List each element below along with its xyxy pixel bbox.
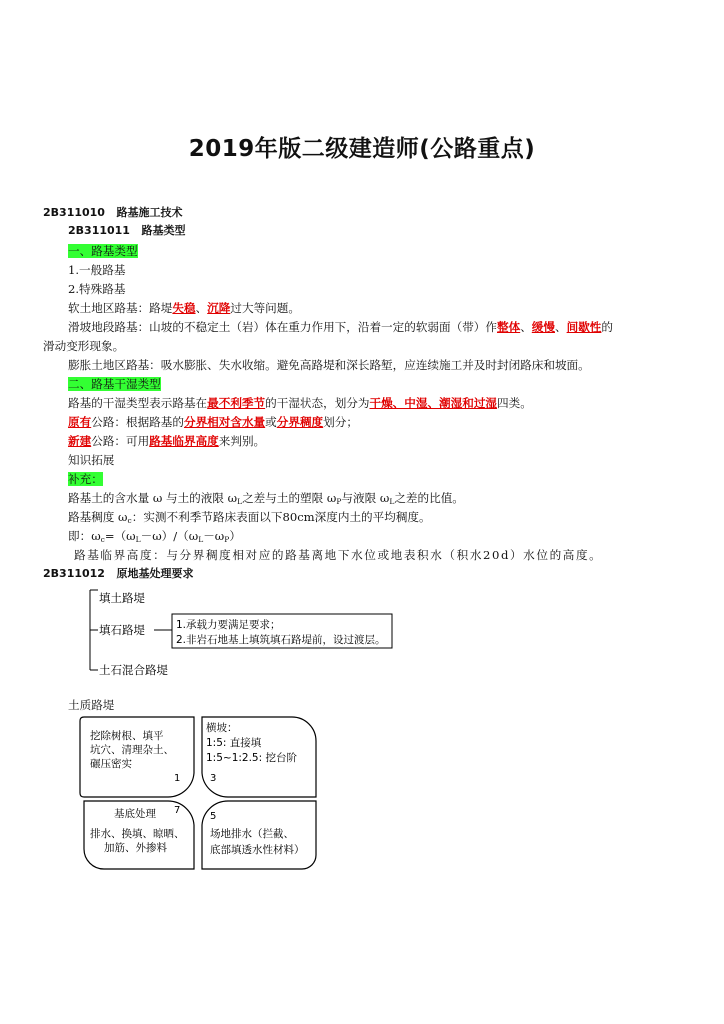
note-bearing-capacity: 1.承载力要满足要求； xyxy=(176,619,281,631)
paragraph-soft-soil: 软土地区路基：路堤失稳、沉降过大等问题。 xyxy=(68,301,300,315)
document-title: 2019年版二级建造师(公路重点) xyxy=(188,136,536,162)
paragraph-landslide-cont: 滑动变形现象。 xyxy=(43,339,125,353)
subsection-name: 路基类型 xyxy=(141,224,186,237)
svg-text:排水、换填、晾晒、: 排水、换填、晾晒、 xyxy=(90,828,185,840)
subsection-heading-1 xyxy=(68,223,185,239)
svg-text:横坡：: 横坡： xyxy=(206,722,238,734)
tree-item-rock-fill: 填石路堤 xyxy=(99,623,145,637)
note-transition-layer: 2.非岩石地基上填筑填石路堤前，设过渡层。 xyxy=(176,634,386,646)
paragraph-expansive-soil: 膨胀土地区路基：吸水膨胀、失水收缩。避免高路堤和深长路堑，应连续施工并及时封闭路床和坡面。 xyxy=(68,358,590,372)
section-heading xyxy=(43,205,182,221)
paragraph-existing-road: 原有公路：根据路基的分界相对含水量或分界稠度划分； xyxy=(68,415,358,429)
subsection-code: 2B311011 xyxy=(68,224,130,237)
soil-embankment-label: 土质路堤 xyxy=(68,698,115,712)
soil-embankment-quadrant-diagram xyxy=(78,715,318,873)
foundation-tree-diagram xyxy=(70,585,410,680)
svg-text:基底处理: 基底处理 xyxy=(114,808,156,820)
paragraph-landslide: 滑坡地段路基：山坡的不稳定土（岩）体在重力作用下，沿着一定的软弱面（带）作整体、缓慢、间歇性的 xyxy=(68,320,614,334)
svg-text:1:5: 直接填: 1:5: 直接填 xyxy=(206,737,262,749)
paragraph-general-roadbed: 1.一般路基 xyxy=(68,263,126,277)
quadrant-number-7: 7 xyxy=(174,805,181,816)
svg-text:碾压密实: 碾压密实 xyxy=(90,758,132,770)
paragraph-critical-height: 路基临界高度：与分界稠度相对应的路基离地下水位或地表积水（积水20d）水位的高度。 xyxy=(74,548,603,562)
svg-text:挖除树根、填平: 挖除树根、填平 xyxy=(90,730,164,742)
subsection-heading-2: 2B311012 原地基处理要求 xyxy=(43,567,194,580)
supplement-label: 补充： xyxy=(68,472,103,486)
paragraph-dry-wet: 路基的干湿类型表示路基在最不利季节的干湿状态，划分为干燥、中湿、潮湿和过湿四类。 xyxy=(68,396,532,410)
svg-text:底部填透水性材料）: 底部填透水性材料） xyxy=(210,844,305,856)
section-name: 路基施工技术 xyxy=(116,206,183,219)
heading-dry-wet-types: 二、路基干湿类型 xyxy=(68,377,161,391)
formula-consistency: 即：$\omega_c=(\omega_L-\omega)/(\omega_L-\omega_P)$ xyxy=(68,529,241,544)
svg-text:加筋、外掺料: 加筋、外掺料 xyxy=(104,842,167,854)
tree-item-mixed-fill: 土石混合路堤 xyxy=(99,663,168,677)
tree-item-earth-fill: 填土路堤 xyxy=(99,591,145,605)
paragraph-consistency: 路基稠度 $\omega_c$：实测不利季节路床表面以下80cm深度内土的平均稠度。 xyxy=(68,510,431,525)
svg-text:坑穴、清理杂土、: 坑穴、清理杂土、 xyxy=(90,744,174,756)
svg-text:1:5~1:2.5: 挖台阶: 1:5~1:2.5: 挖台阶 xyxy=(206,752,297,764)
paragraph-new-road: 新建公路：可用路基临界高度来判别。 xyxy=(68,434,266,448)
quadrant-top-left xyxy=(80,717,194,797)
paragraph-knowledge-extension: 知识拓展 xyxy=(68,453,115,467)
paragraph-moisture: 路基土的含水量 ω 与土的液限 $\omega_L$之差与土的塑限 $\omega_P$与液限 $\omega_L$之差的比值。 xyxy=(68,491,464,506)
svg-text:场地排水（拦截、: 场地排水（拦截、 xyxy=(210,828,294,840)
quadrant-number-5: 5 xyxy=(210,811,217,822)
quadrant-number-1: 1 xyxy=(174,773,181,784)
paragraph-special-roadbed: 2.特殊路基 xyxy=(68,282,126,296)
quadrant-number-3: 3 xyxy=(210,773,217,784)
section-code: 2B311010 xyxy=(43,206,105,219)
heading-roadbed-types: 一、路基类型 xyxy=(68,244,138,258)
